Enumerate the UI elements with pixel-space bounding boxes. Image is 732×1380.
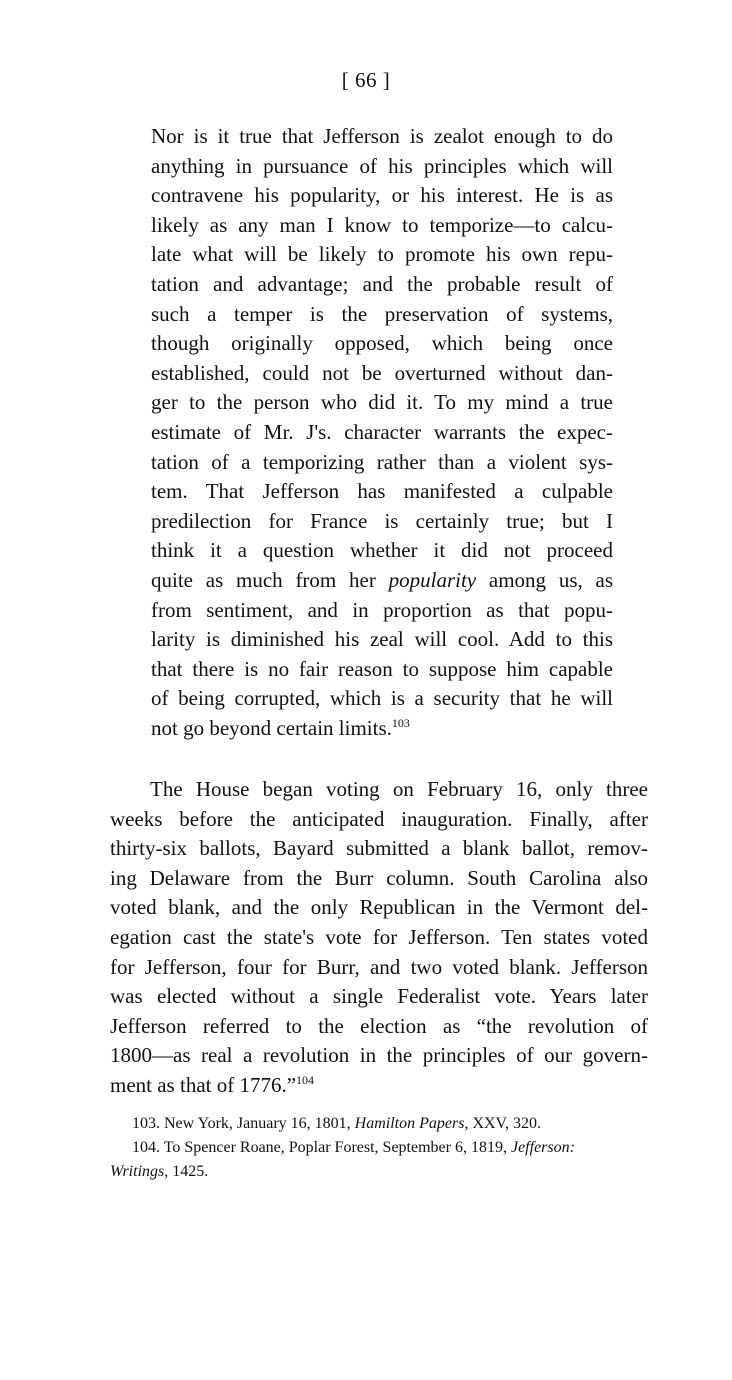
footnotes xyxy=(110,1112,648,1184)
footnote-text: 104. To Spencer Roane, Poplar Forest, September 6, 1819, xyxy=(132,1139,507,1156)
footnote-text: 103. New York, January 16, 1801, xyxy=(132,1115,351,1132)
footnote-reference: 104 xyxy=(296,1072,315,1087)
block-quote xyxy=(151,122,613,743)
quote-line: tem. That Jefferson has manifested a culpable xyxy=(151,479,613,504)
quote-line: such a temper is the preservation of systems, xyxy=(151,301,613,326)
quote-line: tation of a temporizing rather than a violent sys- xyxy=(151,449,613,474)
quote-line: larity is diminished his zeal will cool. Add to this xyxy=(151,627,613,652)
paragraph-line: 1800—as real a revolution in the principles of our govern- xyxy=(110,1043,648,1068)
quote-line: late what will be likely to promote his own repu- xyxy=(151,242,613,267)
footnote-text: , 1425. xyxy=(164,1163,209,1180)
quote-text: among us, as xyxy=(488,567,614,592)
quote-line xyxy=(151,714,613,744)
footnote-title: Hamilton Papers xyxy=(354,1115,465,1132)
quote-line: established, could not be overturned without dan- xyxy=(151,360,613,385)
paragraph-line: for Jefferson, four for Burr, and two voted blank. Jefferson xyxy=(110,954,648,979)
emphasized-word: popularity xyxy=(388,567,477,592)
page-number: [ 66 ] xyxy=(341,68,391,92)
quote-line: likely as any man I know to temporize—to calcu- xyxy=(151,212,613,237)
footnote-title: Writings xyxy=(110,1163,165,1180)
paragraph-line xyxy=(110,1071,648,1101)
quote-line: though originally opposed, which being once xyxy=(151,331,613,356)
footnote-title: Jefferson: xyxy=(510,1139,575,1156)
quote-line: contravene his popularity, or his interest. He is as xyxy=(151,183,613,208)
quote-line: think it a question whether it did not proceed xyxy=(151,538,613,563)
footnote-text: , XXV, 320. xyxy=(464,1115,542,1132)
paragraph-line: Jefferson referred to the election as “the revolution of xyxy=(110,1013,648,1038)
footnote-103 xyxy=(110,1112,648,1136)
quote-line: estimate of Mr. J's. character warrants the expec- xyxy=(151,419,613,444)
quote-line: that there is no fair reason to suppose him capable xyxy=(151,656,613,681)
quote-line: Nor is it true that Jefferson is zealot enough to do xyxy=(151,124,613,148)
paragraph-line: ing Delaware from the Burr column. South Carolina also xyxy=(110,865,648,890)
quote-line: tation and advantage; and the probable result of xyxy=(151,271,613,296)
quote-line: ger to the person who did it. To my mind a true xyxy=(151,390,613,415)
paragraph-line: weeks before the anticipated inauguration. Finally, after xyxy=(110,806,648,831)
quote-line xyxy=(151,566,613,596)
quote-text: not go beyond certain limits. xyxy=(151,715,392,740)
paragraph-line: voted blank, and the only Republican in the Vermont del- xyxy=(110,895,648,920)
quote-text: quite as much from her xyxy=(151,567,376,592)
footnote-reference: 103 xyxy=(391,715,410,730)
paragraph-line: thirty-six ballots, Bayard submitted a blank ballot, remov- xyxy=(110,836,648,861)
paragraph-line: The House began voting on February 16, only three xyxy=(150,777,648,801)
paragraph-text: ment as that of 1776.” xyxy=(110,1072,297,1097)
paragraph-line: was elected without a single Federalist vote. Years later xyxy=(110,984,648,1009)
footnote-104 xyxy=(110,1136,648,1160)
quote-line: predilection for France is certainly true; but I xyxy=(151,508,613,533)
body-paragraph xyxy=(110,775,648,1101)
quote-line: anything in pursuance of his principles which will xyxy=(151,153,613,178)
quote-line: from sentiment, and in proportion as that popu- xyxy=(151,597,613,622)
paragraph-line: egation cast the state's vote for Jefferson. Ten states voted xyxy=(110,924,648,949)
quote-line: of being corrupted, which is a security that he will xyxy=(151,686,613,711)
footnote-104-continued xyxy=(110,1160,648,1184)
